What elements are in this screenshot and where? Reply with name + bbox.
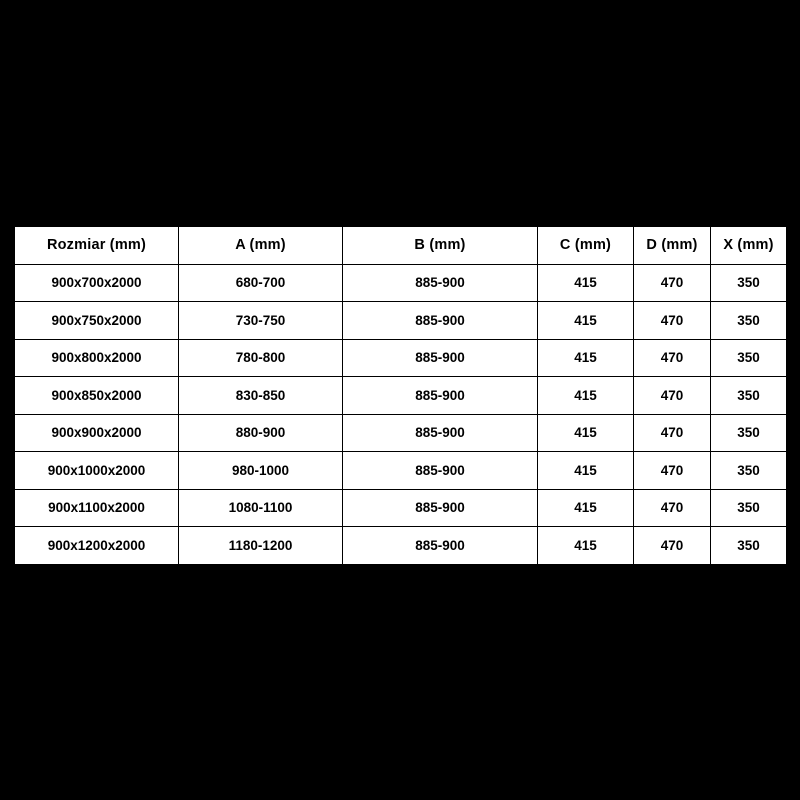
- cell-size: 900x1000x2000: [15, 452, 179, 490]
- cell-x: 350: [711, 527, 787, 565]
- cell-c: 415: [538, 264, 634, 302]
- cell-b: 885-900: [343, 339, 538, 377]
- cell-c: 415: [538, 302, 634, 340]
- cell-d: 470: [634, 377, 711, 415]
- cell-a: 680-700: [179, 264, 343, 302]
- table-row: [15, 377, 787, 415]
- cell-d: 470: [634, 302, 711, 340]
- cell-a: 880-900: [179, 414, 343, 452]
- table-row: [15, 452, 787, 490]
- cell-x: 350: [711, 489, 787, 527]
- cell-x: 350: [711, 377, 787, 415]
- cell-a: 830-850: [179, 377, 343, 415]
- column-header-x: X (mm): [711, 227, 787, 265]
- cell-x: 350: [711, 302, 787, 340]
- table-row: [15, 527, 787, 565]
- cell-c: 415: [538, 527, 634, 565]
- cell-a: 980-1000: [179, 452, 343, 490]
- cell-a: 780-800: [179, 339, 343, 377]
- table-body: [15, 264, 787, 564]
- cell-d: 470: [634, 527, 711, 565]
- cell-c: 415: [538, 339, 634, 377]
- cell-x: 350: [711, 414, 787, 452]
- cell-b: 885-900: [343, 377, 538, 415]
- size-specification-table: [14, 226, 787, 565]
- cell-size: 900x850x2000: [15, 377, 179, 415]
- table-row: [15, 264, 787, 302]
- cell-size: 900x900x2000: [15, 414, 179, 452]
- column-header-rozmiar: Rozmiar (mm): [15, 227, 179, 265]
- cell-c: 415: [538, 452, 634, 490]
- column-header-c: C (mm): [538, 227, 634, 265]
- cell-d: 470: [634, 339, 711, 377]
- column-header-a: A (mm): [179, 227, 343, 265]
- cell-b: 885-900: [343, 527, 538, 565]
- cell-size: 900x1200x2000: [15, 527, 179, 565]
- cell-x: 350: [711, 452, 787, 490]
- table-row: [15, 339, 787, 377]
- cell-d: 470: [634, 452, 711, 490]
- cell-size: 900x1100x2000: [15, 489, 179, 527]
- cell-size: 900x700x2000: [15, 264, 179, 302]
- cell-d: 470: [634, 489, 711, 527]
- cell-d: 470: [634, 414, 711, 452]
- table-header: [15, 227, 787, 265]
- cell-x: 350: [711, 264, 787, 302]
- cell-b: 885-900: [343, 489, 538, 527]
- table-header-row: [15, 227, 787, 265]
- cell-c: 415: [538, 414, 634, 452]
- cell-a: 730-750: [179, 302, 343, 340]
- cell-c: 415: [538, 489, 634, 527]
- cell-b: 885-900: [343, 452, 538, 490]
- cell-x: 350: [711, 339, 787, 377]
- spec-table-container: [14, 226, 786, 565]
- column-header-d: D (mm): [634, 227, 711, 265]
- cell-a: 1180-1200: [179, 527, 343, 565]
- cell-b: 885-900: [343, 264, 538, 302]
- table-row: [15, 414, 787, 452]
- cell-size: 900x800x2000: [15, 339, 179, 377]
- cell-b: 885-900: [343, 302, 538, 340]
- table-row: [15, 489, 787, 527]
- cell-size: 900x750x2000: [15, 302, 179, 340]
- cell-d: 470: [634, 264, 711, 302]
- column-header-b: B (mm): [343, 227, 538, 265]
- cell-c: 415: [538, 377, 634, 415]
- cell-b: 885-900: [343, 414, 538, 452]
- cell-a: 1080-1100: [179, 489, 343, 527]
- table-row: [15, 302, 787, 340]
